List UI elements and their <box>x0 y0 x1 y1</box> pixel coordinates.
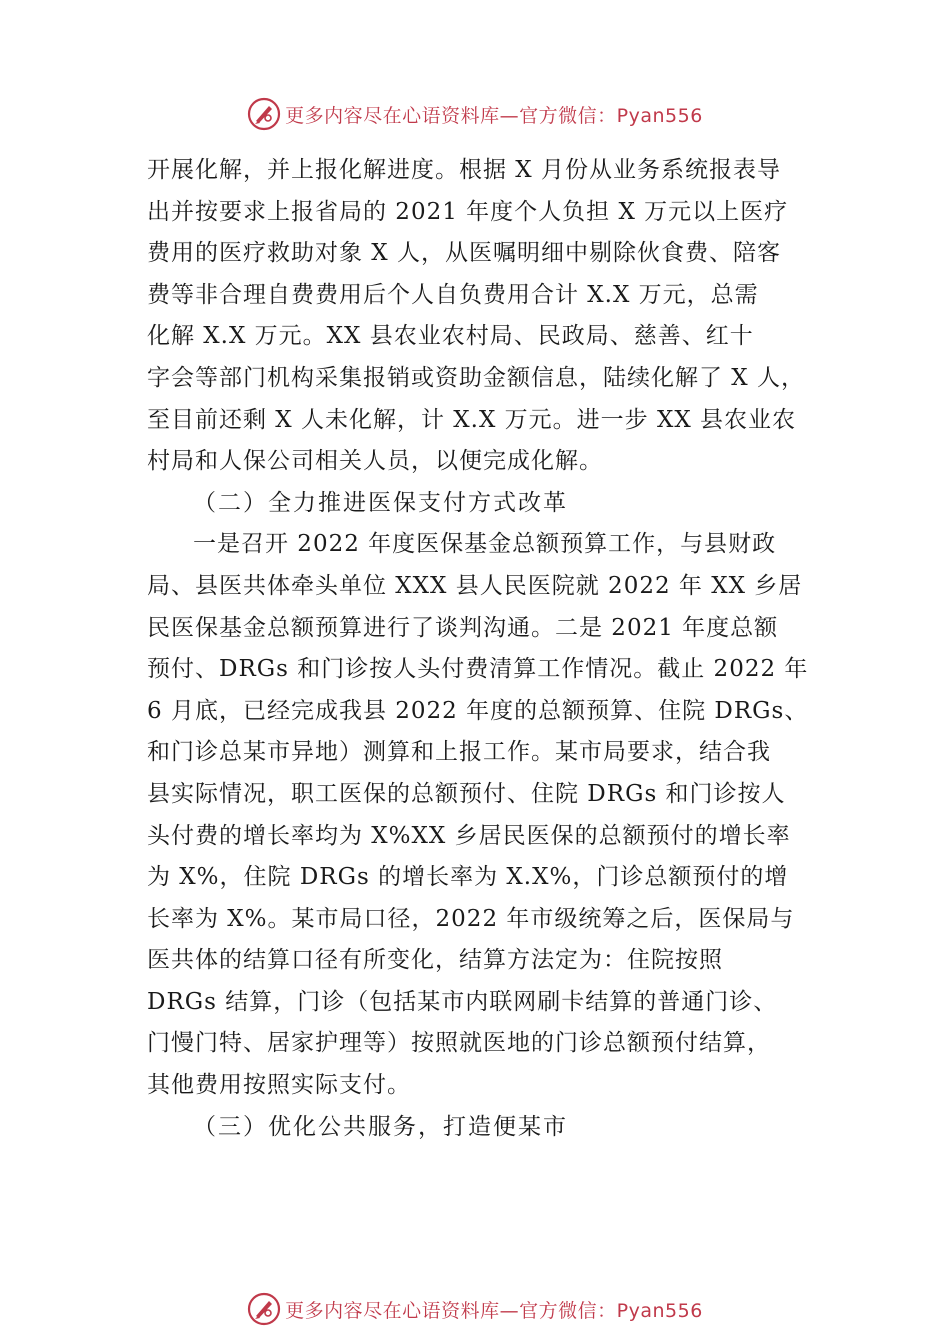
body-text-line: 县实际情况，职工医保的总额预付、住院 DRGs 和门诊按人 <box>147 780 786 807</box>
body-text-line: 门慢门特、居家护理等）按照就医地的门诊总额预付结算， <box>147 1030 771 1057</box>
body-text-line: 化解 X.X 万元。XX 县农业农村局、民政局、慈善、红十 <box>147 323 754 350</box>
body-text-line: 预付、DRGs 和门诊按人头付费清算工作情况。截止 2022 年 <box>147 656 809 683</box>
footer-banner <box>0 1289 950 1329</box>
body-text-line: 开展化解，并上报化解进度。根据 X 月份从业务系统报表导 <box>147 157 781 183</box>
body-text-line: 长率为 X%。某市局口径，2022 年市级统筹之后，医保局与 <box>147 905 795 932</box>
body-text-line: 字会等部门机构采集报销或资助金额信息，陆续化解了 X 人， <box>147 364 805 391</box>
section-heading: （三）优化公共服务，打造便某市 <box>193 1113 568 1140</box>
banner-text: 更多内容尽在心语资料库—官方微信：Pyan556 <box>285 1299 703 1322</box>
body-text-line: 局、县医共体牵头单位 XXX 县人民医院就 2022 年 XX 乡居 <box>147 572 803 599</box>
body-text-line: 6 月底，已经完成我县 2022 年度的总额预算、住院 DRGs、 <box>147 697 809 724</box>
body-text-line: 医共体的结算口径有所变化，结算方法定为：住院按照 <box>147 947 723 974</box>
body-text-line: 费用的医疗救助对象 X 人，从医嘱明细中剔除伙食费、陪客 <box>147 240 781 267</box>
brand-logo-icon <box>247 97 281 131</box>
body-text-line: 头付费的增长率均为 X%XX 乡居民医保的总额预付的增长率 <box>147 822 791 849</box>
body-text-line: 和门诊总某市异地）测算和上报工作。某市局要求，结合我 <box>147 739 771 766</box>
body-text-line: DRGs 结算，门诊（包括某市内联网刷卡结算的普通门诊、 <box>147 988 778 1015</box>
body-text-line: 民医保基金总额预算进行了谈判沟通。二是 2021 年度总额 <box>147 614 779 641</box>
brand-logo-icon <box>247 1292 281 1326</box>
body-text-line: 一是召开 2022 年度医保基金总额预算工作，与县财政 <box>193 531 777 558</box>
body-text-line: 为 X%，住院 DRGs 的增长率为 X.X%，门诊总额预付的增 <box>147 864 789 891</box>
body-text-line: 至目前还剩 X 人未化解，计 X.X 万元。进一步 XX 县农业农 <box>147 406 797 433</box>
banner-text: 更多内容尽在心语资料库—官方微信：Pyan556 <box>285 104 703 127</box>
header-banner <box>0 94 950 134</box>
body-text-line: 其他费用按照实际支付。 <box>147 1072 411 1099</box>
body-text-line: 出并按要求上报省局的 2021 年度个人负担 X 万元以上医疗 <box>147 198 789 225</box>
body-text-line: 村局和人保公司相关人员，以便完成化解。 <box>147 448 603 475</box>
document-body <box>147 150 812 1148</box>
section-heading: （二）全力推进医保支付方式改革 <box>193 489 568 516</box>
body-text-line: 费等非合理自费费用后个人自负费用合计 X.X 万元，总需 <box>147 281 759 308</box>
